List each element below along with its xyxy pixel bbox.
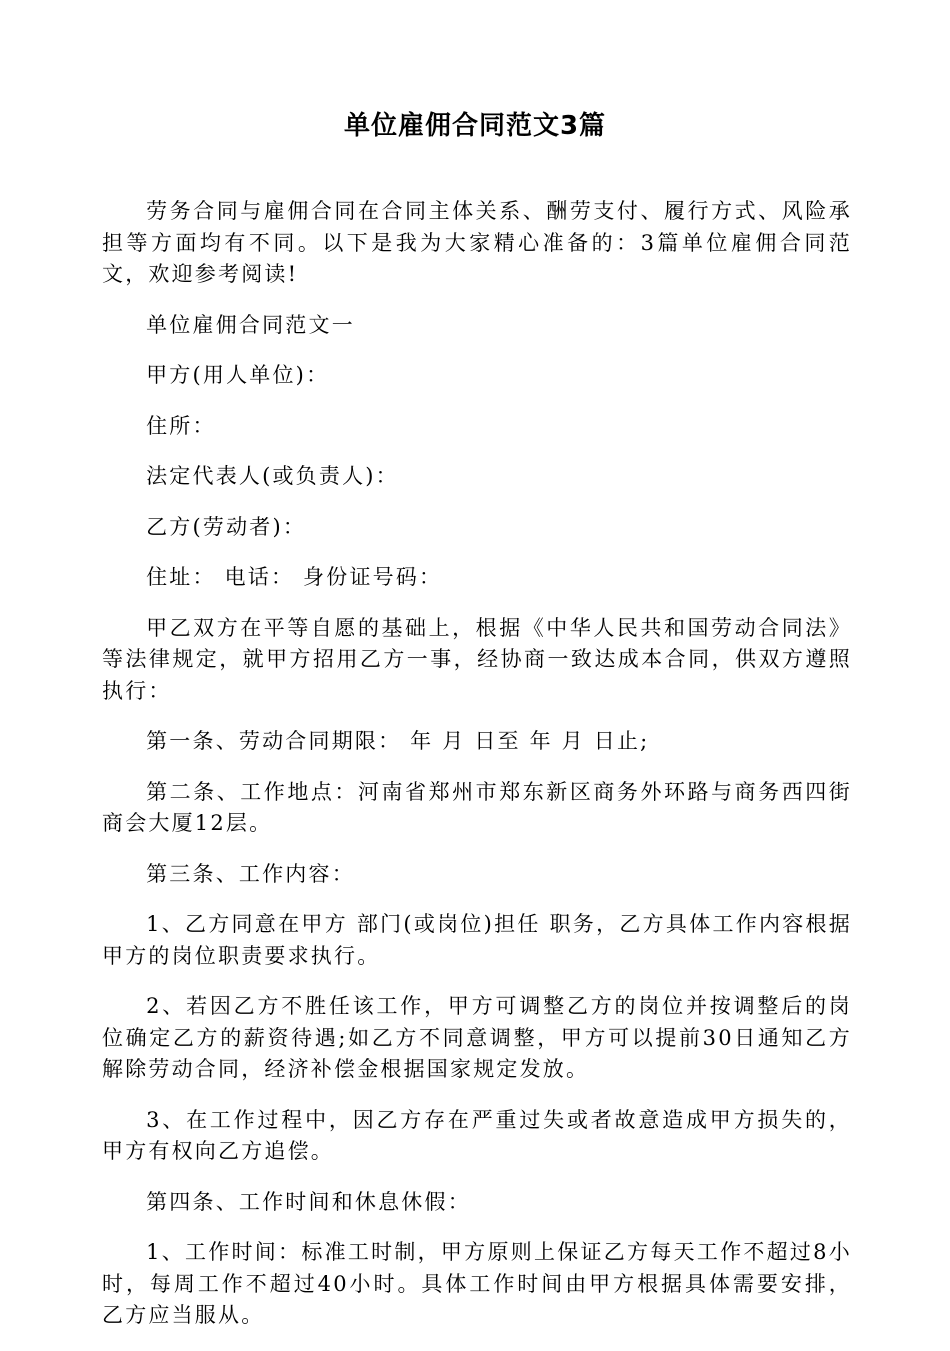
legal-representative-line: 法定代表人(或负责人)： (146, 464, 399, 488)
document-body (102, 196, 852, 1351)
article-4-heading: 第四条、工作时间和休息休假： (146, 1189, 471, 1214)
article-3-clause-2: 2、若因乙方不胜任该工作，甲方可调整乙方的岗位并按调整后的岗位确定乙方的薪资待遇;如乙方不同意调整，甲方可以提前30日通知乙方解除劳动合同，经济补偿金根据国家规定发放。 (102, 994, 852, 1081)
article-3-clause-1: 1、乙方同意在甲方 部门(或岗位)担任 职务，乙方具体工作内容根据甲方的岗位职责要求执行。 (102, 912, 852, 968)
article-1: 第一条、劳动合同期限： 年 月 日至 年 月 日止; (146, 729, 650, 753)
contact-info-line: 住址： 电话： 身份证号码： (146, 565, 443, 589)
party-a-line: 甲方(用人单位)： (146, 363, 330, 387)
party-b-line: 乙方(劳动者)： (146, 514, 307, 539)
article-3-clause-3: 3、在工作过程中，因乙方存在严重过失或者故意造成甲方损失的，甲方有权向乙方追偿。 (102, 1107, 852, 1163)
article-4-clause-1: 1、工作时间：标准工时制，甲方原则上保证乙方每天工作不超过8小时，每周工作不超过40小时。具体工作时间由甲方根据具体需要安排，乙方应当服从。 (102, 1240, 852, 1327)
preamble-paragraph: 甲乙双方在平等自愿的基础上，根据《中华人民共和国劳动合同法》等法律规定，就甲方招用乙方一事，经协商一致达成本合同，供双方遵照执行： (102, 615, 852, 703)
section-heading: 单位雇佣合同范文一 (146, 312, 355, 337)
document-title: 单位雇佣合同范文3篇 (343, 111, 607, 141)
article-3-heading: 第三条、工作内容： (146, 861, 355, 886)
address-line: 住所： (146, 413, 216, 438)
article-2: 第二条、工作地点：河南省郑州市郑东新区商务外环路与商务西四街商会大厦12层。 (102, 779, 852, 835)
intro-paragraph: 劳务合同与雇佣合同在合同主体关系、酬劳支付、履行方式、风险承担等方面均有不同。以下是我为大家精心准备的：3篇单位雇佣合同范文，欢迎参考阅读! (102, 199, 852, 286)
